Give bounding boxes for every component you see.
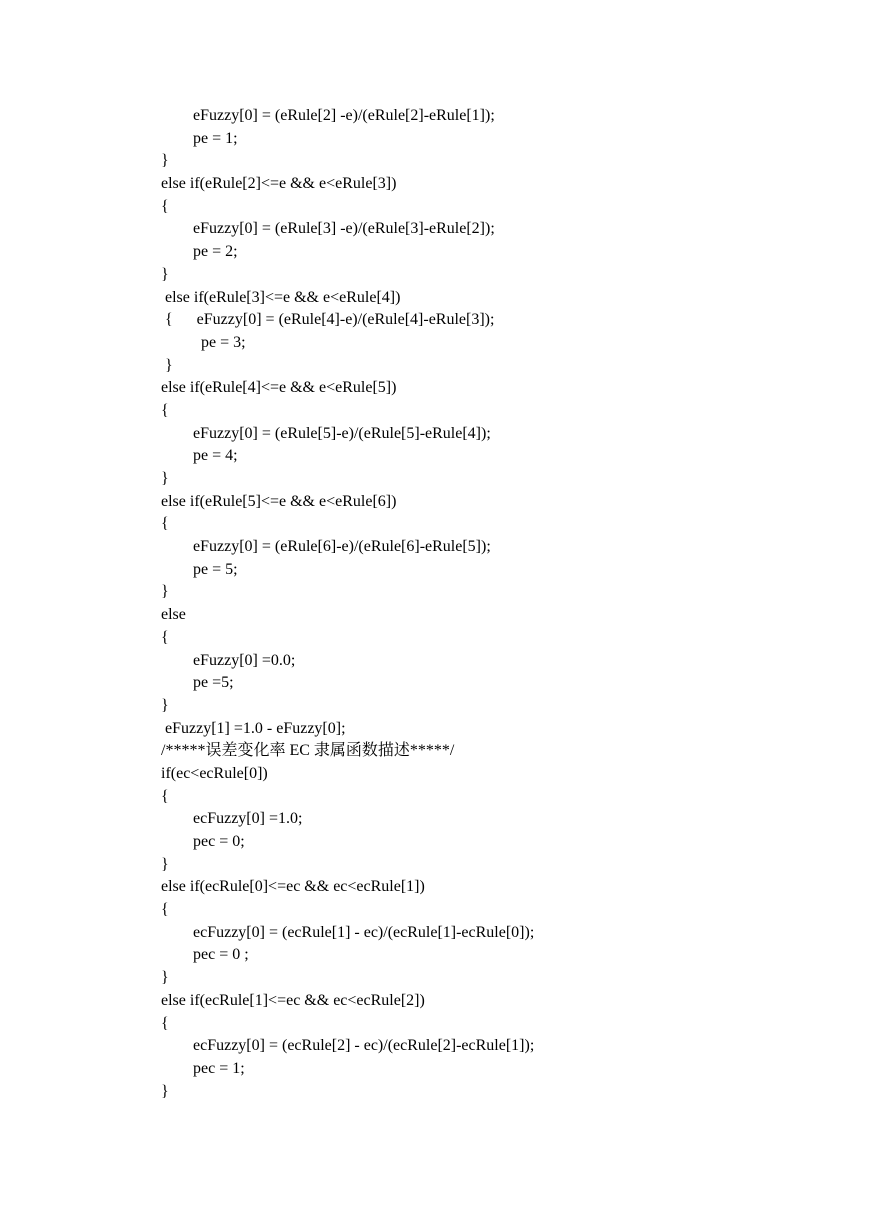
code-line: pec = 1;: [193, 1059, 245, 1077]
code-line: pe = 4;: [193, 447, 238, 465]
code-line: }: [161, 265, 169, 283]
code-line: }: [161, 470, 169, 487]
code-line: pe = 3;: [201, 333, 246, 351]
code-line: else if(eRule[3]<=e && e<eRule[4]): [165, 288, 401, 306]
code-line: else if(eRule[5]<=e && e<eRule[6]): [161, 492, 397, 510]
code-line: pec = 0;: [193, 833, 245, 850]
code-line: {: [161, 901, 169, 919]
code-line: {: [161, 787, 169, 805]
code-line: pec = 0 ;: [193, 946, 249, 964]
code-line: { eFuzzy[0] = (eRule[4]-e)/(eRule[4]-eRule[3]);: [165, 311, 495, 329]
code-line: else if(eRule[4]<=e && e<eRule[5]): [161, 379, 397, 397]
code-line: else: [161, 606, 186, 624]
code-line: eFuzzy[0] = (eRule[5]-e)/(eRule[5]-eRule[4]);: [193, 424, 491, 442]
code-line: }: [165, 356, 173, 374]
code-line: ecFuzzy[0] = (ecRule[2] - ec)/(ecRule[2]-ecRule[1]);: [193, 1037, 535, 1055]
code-line: }: [161, 1082, 169, 1100]
code-line: ecFuzzy[0] =1.0;: [193, 810, 303, 828]
code-comment: /*****误差变化率 EC 隶属函数描述*****/: [161, 742, 455, 760]
code-line: else if(ecRule[0]<=ec && ec<ecRule[1]): [161, 878, 425, 896]
code-line: }: [161, 583, 169, 601]
code-line: eFuzzy[0] =0.0;: [193, 651, 296, 669]
code-line: {: [161, 628, 169, 646]
code-line: else if(eRule[2]<=e && e<eRule[3]): [161, 175, 397, 193]
code-block: [161, 105, 534, 1103]
code-line: eFuzzy[0] = (eRule[6]-e)/(eRule[6]-eRule[5]);: [193, 538, 491, 556]
code-line: else if(ecRule[1]<=ec && ec<ecRule[2]): [161, 991, 425, 1009]
code-line: {: [161, 1014, 169, 1032]
code-line: eFuzzy[1] =1.0 - eFuzzy[0];: [165, 719, 346, 737]
code-line: pe =5;: [193, 674, 234, 692]
code-line: pe = 5;: [193, 560, 238, 578]
code-line: {: [161, 515, 169, 533]
code-line: eFuzzy[0] = (eRule[2] -e)/(eRule[2]-eRule[1]);: [193, 107, 495, 124]
code-line: }: [161, 696, 169, 714]
code-line: eFuzzy[0] = (eRule[3] -e)/(eRule[3]-eRule[2]);: [193, 220, 495, 238]
code-line: {: [161, 401, 169, 419]
code-line: }: [161, 152, 169, 170]
code-line: {: [161, 197, 169, 215]
code-line: ecFuzzy[0] = (ecRule[1] - ec)/(ecRule[1]-ecRule[0]);: [193, 923, 535, 941]
code-line: }: [161, 855, 169, 873]
code-line: pe = 1;: [193, 129, 238, 147]
code-line: }: [161, 969, 169, 987]
code-line: pe = 2;: [193, 243, 238, 261]
code-line: if(ec<ecRule[0]): [161, 764, 268, 782]
